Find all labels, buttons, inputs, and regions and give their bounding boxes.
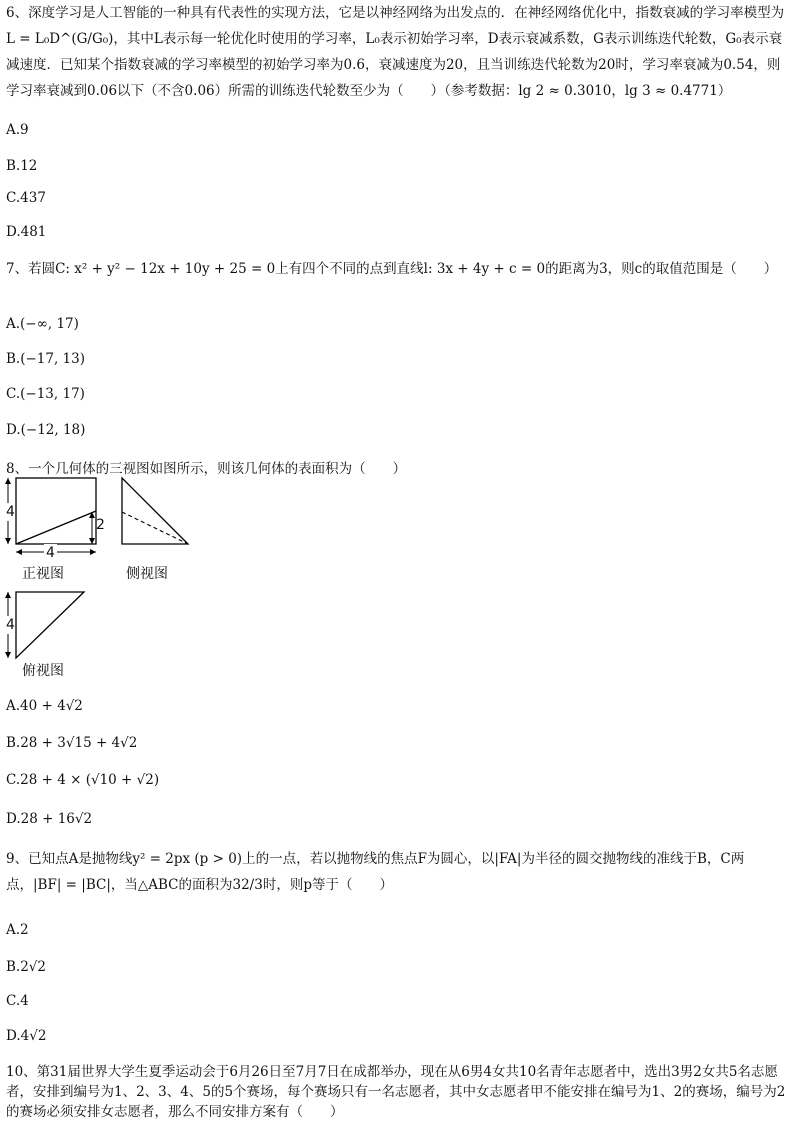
top-view-drawing <box>0 590 100 662</box>
q7-option-d: D.(−12, 18) <box>6 422 86 438</box>
top-view-caption: 俯视图 <box>22 663 64 679</box>
q8-option-a: A.40 + 4√2 <box>6 698 83 714</box>
q8-option-d: D.28 + 16√2 <box>6 811 93 827</box>
q6-option-b: B.12 <box>6 158 38 174</box>
question-6-text: 6、深度学习是人工智能的一种具有代表性的实现方法，它是以神经网络为出发点的．在神经网络优化中，指数衰减的学习率模型为L = L₀D^(G/G₀)，其中L表示每一轮优化时使用的学习率，L₀表示初始学习率，D表示衰减系数，G表示训练迭代轮数，G₀表示衰减速度．已知某个指数衰减的学习率模型的初始学习率为0.6，衰减速度为20，且当训练迭代轮数为20时，学习率衰减为0.54，则学习率衰减到0.06以下（不含0.06）所需的训练迭代轮数至少为（ ）（参考数据：lg 2 ≈ 0.3010，lg 3 ≈ 0.4771） <box>6 5 785 99</box>
q7-option-b: B.(−17, 13) <box>6 351 85 367</box>
question-8-text: 8、一个几何体的三视图如图所示，则该几何体的表面积为（ ） <box>6 461 407 477</box>
top-view-height-label: 4 <box>6 617 15 633</box>
question-7-text: 7、若圆C: x² + y² − 12x + 10y + 25 = 0上有四个不同的点到直线l: 3x + 4y + c = 0的距离为3，则c的取值范围是（ ） <box>6 261 778 277</box>
front-view-small-label: 2 <box>96 517 105 533</box>
front-view-height-label: 4 <box>6 504 15 520</box>
question-10-text: 10、第31届世界大学生夏季运动会于6月26日至7月7日在成都举办，现在从6男4女共10名青年志愿者中，选出3男2女共5名志愿者，安排到编号为1、2、3、4、5的5个赛场，每个赛场只有一名志愿者，其中女志愿者甲不能安排在编号为1、2的赛场，编号为2的赛场必须安排女志愿者，那么不同安排方案有（ ） <box>6 1064 786 1120</box>
q9-option-d: D.4√2 <box>6 1028 47 1044</box>
front-view-width-label: 4 <box>46 545 55 561</box>
q9-option-a: A.2 <box>6 922 29 938</box>
question-9-text: 9、已知点A是抛物线y² = 2px (p > 0)上的一点，若以抛物线的焦点F为圆心，以|FA|为半径的圆交抛物线的准线于B，C两点，|BF| = |BC|，当△ABC的面积为32/3时，则p等于（ ） <box>6 851 745 893</box>
q9-option-c: C.4 <box>6 993 29 1009</box>
q7-option-a: A.(−∞, 17) <box>6 316 79 332</box>
side-view-drawing <box>118 476 198 548</box>
q6-option-d: D.481 <box>6 224 47 240</box>
side-view-caption: 侧视图 <box>126 566 168 582</box>
front-view-caption: 正视图 <box>22 566 64 582</box>
q8-option-c: C.28 + 4 × (√10 + √2) <box>6 772 160 788</box>
q7-option-c: C.(−13, 17) <box>6 386 85 402</box>
q6-option-a: A.9 <box>6 122 29 138</box>
q9-option-b: B.2√2 <box>6 959 46 975</box>
q6-option-c: C.437 <box>6 190 46 206</box>
q8-option-b: B.28 + 3√15 + 4√2 <box>6 735 138 751</box>
